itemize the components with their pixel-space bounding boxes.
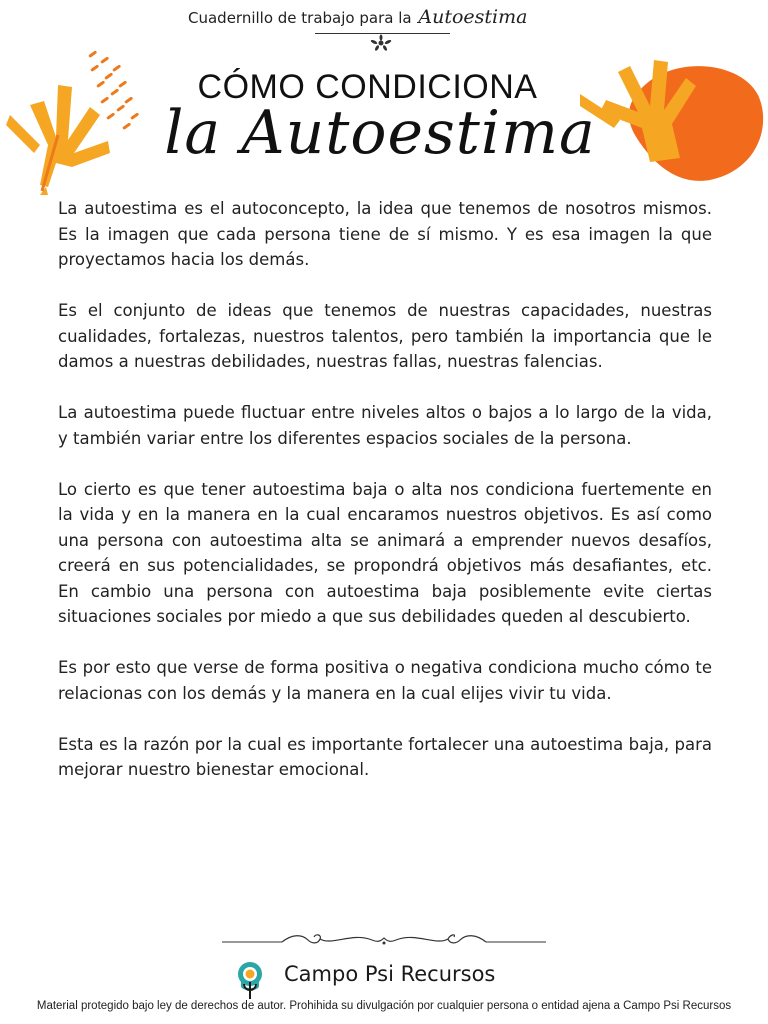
- workbook-subtitle: [188, 6, 578, 28]
- paragraph: Es por esto que verse de forma positiva o negativa condiciona mucho cómo te relacionas con los demás y la manera en la cual elijes vivir tu vida.: [58, 658, 712, 703]
- brand-name: Campo Psi Recursos: [284, 962, 496, 986]
- leaf-ornament-icon: [366, 34, 396, 54]
- body-text: [58, 196, 712, 808]
- workbook-prefix: Cuadernillo de trabajo para la: [188, 9, 412, 27]
- page-title: CÓMO CONDICIONA: [197, 68, 538, 106]
- workbook-script: Autoestima: [418, 6, 528, 28]
- paragraph: La autoestima puede fluctuar entre niveles altos o bajos a lo largo de la vida, y también variar entre los diferentes espacios sociales de la persona.: [58, 403, 712, 448]
- paragraph: Lo cierto es que tener autoestima baja o alta nos condiciona fuertemente en la vida y en la manera en la cual encaramos nuestros objetivos. Es así como una persona con autoestima alta se animará a emprender nuevos desafíos, creerá en sus potencialidades, se propondrá objetivos más desafiantes, etc. En cambio una persona con autoestima baja posiblemente evite ciertas situaciones sociales por miedo a que sus debilidades queden al descubierto.: [58, 479, 712, 626]
- paragraph: Es el conjunto de ideas que tenemos de nuestras capacidades, nuestras cualidades, fortalezas, nuestros talentos, pero también la importancia que le damos a nuestras debilidades, nuestras fallas, nuestras falencias.: [58, 301, 712, 371]
- brand: [232, 958, 552, 998]
- header: [0, 4, 768, 52]
- page-title-script: la Autoestima: [164, 98, 596, 168]
- scroll-divider-icon: [222, 930, 546, 950]
- paragraph: La autoestima es el autoconcepto, la idea que tenemos de nosotros mismos. Es la imagen que cada persona tiene de sí mismo. Y es esa imagen la que proyectamos hacia los demás.: [58, 199, 712, 269]
- paragraph: Esta es la razón por la cual es importante fortalecer una autoestima baja, para mejorar nuestro bienestar emocional.: [58, 734, 712, 779]
- copyright-notice: Material protegido bajo ley de derechos de autor. Prohihida su divulgación por cualquier persona o entidad ajena a Campo Psi Recursos: [36, 1000, 732, 1012]
- psi-head-logo-icon: [232, 960, 268, 1000]
